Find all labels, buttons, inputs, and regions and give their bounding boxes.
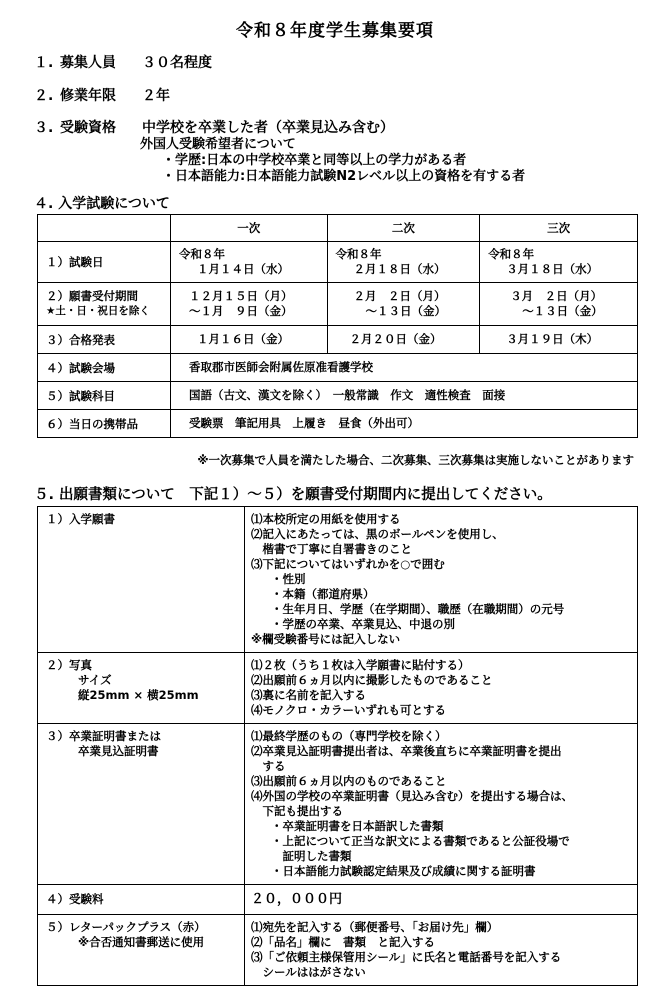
exam-app-period: ２月 ２日（月） ～１３日（金） (327, 283, 480, 326)
exam-row-label: １）試験日 (38, 242, 171, 283)
item-number: ３. (34, 120, 54, 136)
doc-key: ５）レターパックプラス（赤） ※合否通知書郵送に使用 (38, 915, 245, 986)
item-duration (34, 85, 170, 105)
item-label: 修業年限 (60, 88, 116, 104)
exam-date: 令和８年 １月１４日（水） (171, 242, 328, 283)
exam-note: ※一次募集で人員を満たした場合、二次募集、三次募集は実施しないことがあります (197, 453, 634, 467)
exam-date: 令和８年 ３月１８日（水） (480, 242, 638, 283)
app-note: ★土・日・祝日を除く (46, 305, 150, 317)
doc-fee: ２０，０００円 (245, 885, 638, 915)
exam-result: ３月１９日（木） (480, 326, 638, 354)
doc-lines: ⑴２枚（うち１枚は入学願書に貼付する） ⑵出願前６ヵ月以内に撮影したものであること ⑶裏に名前を記入する ⑷モノクロ・カラーいずれも可とする (245, 653, 638, 724)
item-value: ２年 (142, 88, 170, 104)
exam-row-label: ５）試験科目 (38, 382, 171, 410)
foreign-bullet: ・学歴:日本の中学校卒業と同等以上の学力がある者 (162, 153, 467, 168)
exam-table (37, 214, 638, 438)
exam-row-label: ３）合格発表 (38, 326, 171, 354)
doc-key: ４）受験料 (38, 885, 245, 915)
doc-lines: ⑴最終学歴のもの（専門学校を除く） ⑵卒業見込証明書提出者は、卒業後直ちに卒業証明書を提出 する ⑶出願前６ヵ月以内のものであること ⑷外国の学校の卒業証明書（見込み含む）を提出する場合は、 下記も提出する ・卒業証明書を日本語訳した書類 ・上記について正当な訳文による書類であると公証役場で 証明した書類 ・日本語能力試験認定結果及び成績に関する証明書 (245, 724, 638, 885)
item-label: 受験資格 (60, 120, 116, 136)
item-value: ３０名程度 (142, 55, 212, 71)
exam-subjects: 国語（古文、漢文を除く） 一般常識 作文 適性検査 面接 (171, 382, 638, 410)
item-label: 募集人員 (60, 55, 116, 71)
exam-venue: 香取郡市医師会附属佐原准看護学校 (171, 354, 638, 382)
exam-app-period: ３月 ２日（月） ～１３日（金） (480, 283, 638, 326)
exam-col-header: 三次 (480, 215, 638, 242)
docs-table (37, 506, 638, 986)
exam-col-header: 一次 (171, 215, 328, 242)
exam-row-label: ６）当日の携帯品 (38, 410, 171, 438)
item-value: 中学校を卒業した者（卒業見込み含む） (142, 120, 394, 136)
docs-heading: ５. 出願書類について 下記１）～５）を願書受付期間内に提出してください。 (34, 487, 552, 503)
exam-date: 令和８年 ２月１８日（水） (327, 242, 480, 283)
foreign-bullet: ・日本語能力:日本語能力試験N2レベル以上の資格を有する者 (162, 169, 526, 184)
doc-key: １）入学願書 (38, 507, 245, 653)
foreign-heading: 外国人受験希望者について (140, 137, 296, 152)
exam-app-period: １２月１５日（月） ～１月 ９日（金） (171, 283, 328, 326)
doc-lines: ⑴宛先を記入する（郵便番号、「お届け先」欄） ⑵「品名」欄に 書類 と記入する ⑶「ご依頼主様保管用シール」に氏名と電話番号を記入する シールははがさない (245, 915, 638, 986)
exam-row-label: ２）願書受付期間 ★土・日・祝日を除く (38, 283, 171, 326)
exam-row-label: ４）試験会場 (38, 354, 171, 382)
doc-key: ３）卒業証明書または 卒業見込証明書 (38, 724, 245, 885)
doc-key: ２）写真 サイズ 縦25mm × 横25mm (38, 653, 245, 724)
exam-heading: ４. 入学試験について (34, 196, 170, 212)
exam-col-header: 二次 (327, 215, 480, 242)
item-capacity (34, 52, 212, 72)
exam-header-blank (38, 215, 171, 242)
exam-result: １月１６日（金） (171, 326, 328, 354)
item-number: ２. (34, 88, 54, 104)
item-number: １. (34, 55, 54, 71)
doc-lines: ⑴本校所定の用紙を使用する ⑵記入にあたっては、黒のボールペンを使用し、 楷書で丁寧に自署書きのこと ⑶下記についてはいずれかを○で囲む ・性別 ・本籍（都道府県） ・生年月日、学歴（在学期間）、職歴（在職期間）の元号 ・学歴の卒業、卒業見込、中退の別 ※欄受験番号には記入しない (245, 507, 638, 653)
exam-result: ２月２０日（金） (327, 326, 480, 354)
page-title: 令和８年度学生募集要項 (236, 21, 434, 41)
exam-bring: 受験票 筆記用具 上履き 昼食（外出可） (171, 410, 638, 438)
